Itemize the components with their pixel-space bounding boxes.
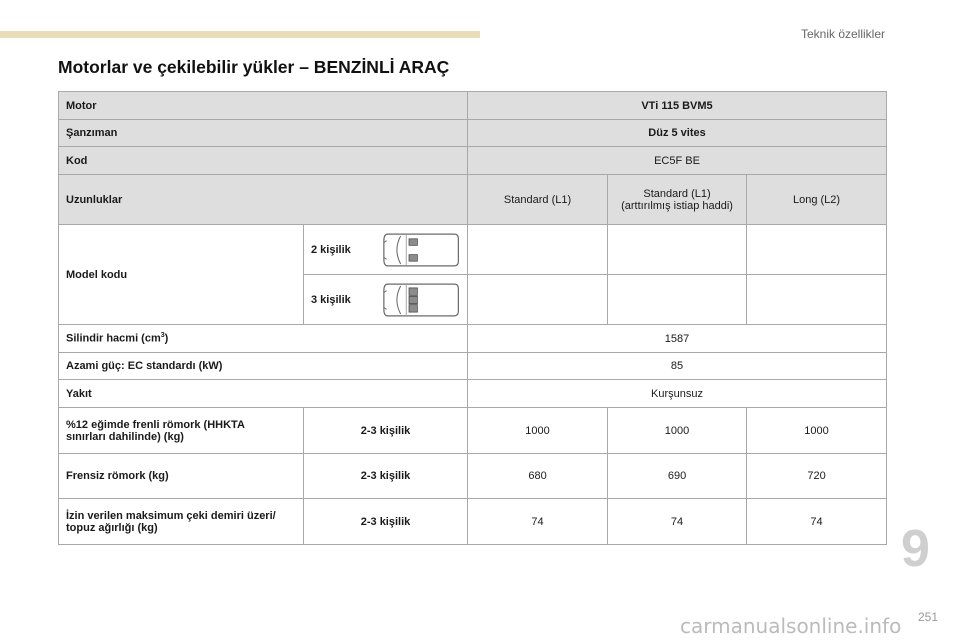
demir-value-1: 74 [468,499,608,545]
demir-label-line2: topuz ağırlığı (kg) [66,521,158,534]
model-3-cell [304,275,468,325]
kod-value: EC5F BE [468,147,887,175]
page-title: Motorlar ve çekilebilir yükler – BENZİNLİ ARAÇ [58,57,450,77]
uzunluk-arttirilmis-line: (arttırılmış istiap haddi) [621,199,733,212]
row-demir [59,499,887,545]
uzunluk-standard: Standard (L1) [468,175,608,225]
model-2-label: 2 kişilik [311,243,351,256]
demir-value-3: 74 [747,499,887,545]
chapter-number: 9 [901,520,930,578]
frensiz-value-3: 720 [747,454,887,499]
demir-label-line1: İzin verilen maksimum çeki demiri üzeri/ [66,509,276,522]
uzunluk-standard-line: Standard (L1) [643,187,711,200]
row-silindir [59,325,887,353]
frenli-value-2: 1000 [608,408,747,454]
silindir-label-close: ) [164,332,169,345]
sanziman-label: Şanzıman [59,120,468,147]
row-motor [59,92,887,120]
row-guc [59,353,887,380]
row-sanziman [59,120,887,147]
frenli-value-3: 1000 [747,408,887,454]
motor-value: VTi 115 BVM5 [468,92,887,120]
row-kod [59,147,887,175]
frensiz-value-1: 680 [468,454,608,499]
van-2-seat-icon [382,230,460,270]
uzunluk-standard-arttirilmis [608,175,747,225]
uzunluklar-label: Uzunluklar [59,175,468,225]
frensiz-value-2: 690 [608,454,747,499]
model-kodu-label: Model kodu [59,225,304,325]
model-3-l2 [747,275,887,325]
demir-sub: 2-3 kişilik [304,499,468,545]
silindir-value: 1587 [468,325,887,353]
guc-label: Azami güç: EC standardı (kW) [59,353,468,380]
yakit-value: Kurşunsuz [468,380,887,408]
frenli-label [59,408,304,454]
row-yakit [59,380,887,408]
silindir-label [59,325,468,353]
model-2-l2 [747,225,887,275]
row-frenli [59,408,887,454]
uzunluk-long: Long (L2) [747,175,887,225]
frenli-value-1: 1000 [468,408,608,454]
guc-value: 85 [468,353,887,380]
frenli-label-line1: %12 eğimde frenli römork (HHKTA [66,418,245,431]
demir-value-2: 74 [608,499,747,545]
frensiz-sub: 2-3 kişilik [304,454,468,499]
sanziman-value: Düz 5 vites [468,120,887,147]
header-accent-bar [0,31,480,38]
silindir-label-text: Silindir hacmi (cm [66,332,161,345]
silindir-unit-sup: 3 [160,332,165,340]
yakit-label: Yakıt [59,380,468,408]
row-uzunluklar [59,175,887,225]
watermark: carmanualsonline.info [680,614,902,638]
motor-label: Motor [59,92,468,120]
demir-label [59,499,304,545]
kod-label: Kod [59,147,468,175]
model-2-l1-arttirilmis [608,225,747,275]
van-3-seat-icon [382,280,460,320]
model-3-l1 [468,275,608,325]
engine-spec-table [58,91,887,545]
page-number: 251 [917,610,938,624]
row-model-2 [59,225,887,275]
frenli-label-line2: sınırları dahilinde) (kg) [66,430,184,443]
frenli-sub: 2-3 kişilik [304,408,468,454]
model-3-l1-arttirilmis [608,275,747,325]
frensiz-label: Frensiz römork (kg) [59,454,304,499]
model-2-cell [304,225,468,275]
model-2-l1 [468,225,608,275]
section-label: Teknik özellikler [800,27,885,41]
model-3-label: 3 kişilik [311,293,351,306]
row-frensiz [59,454,887,499]
